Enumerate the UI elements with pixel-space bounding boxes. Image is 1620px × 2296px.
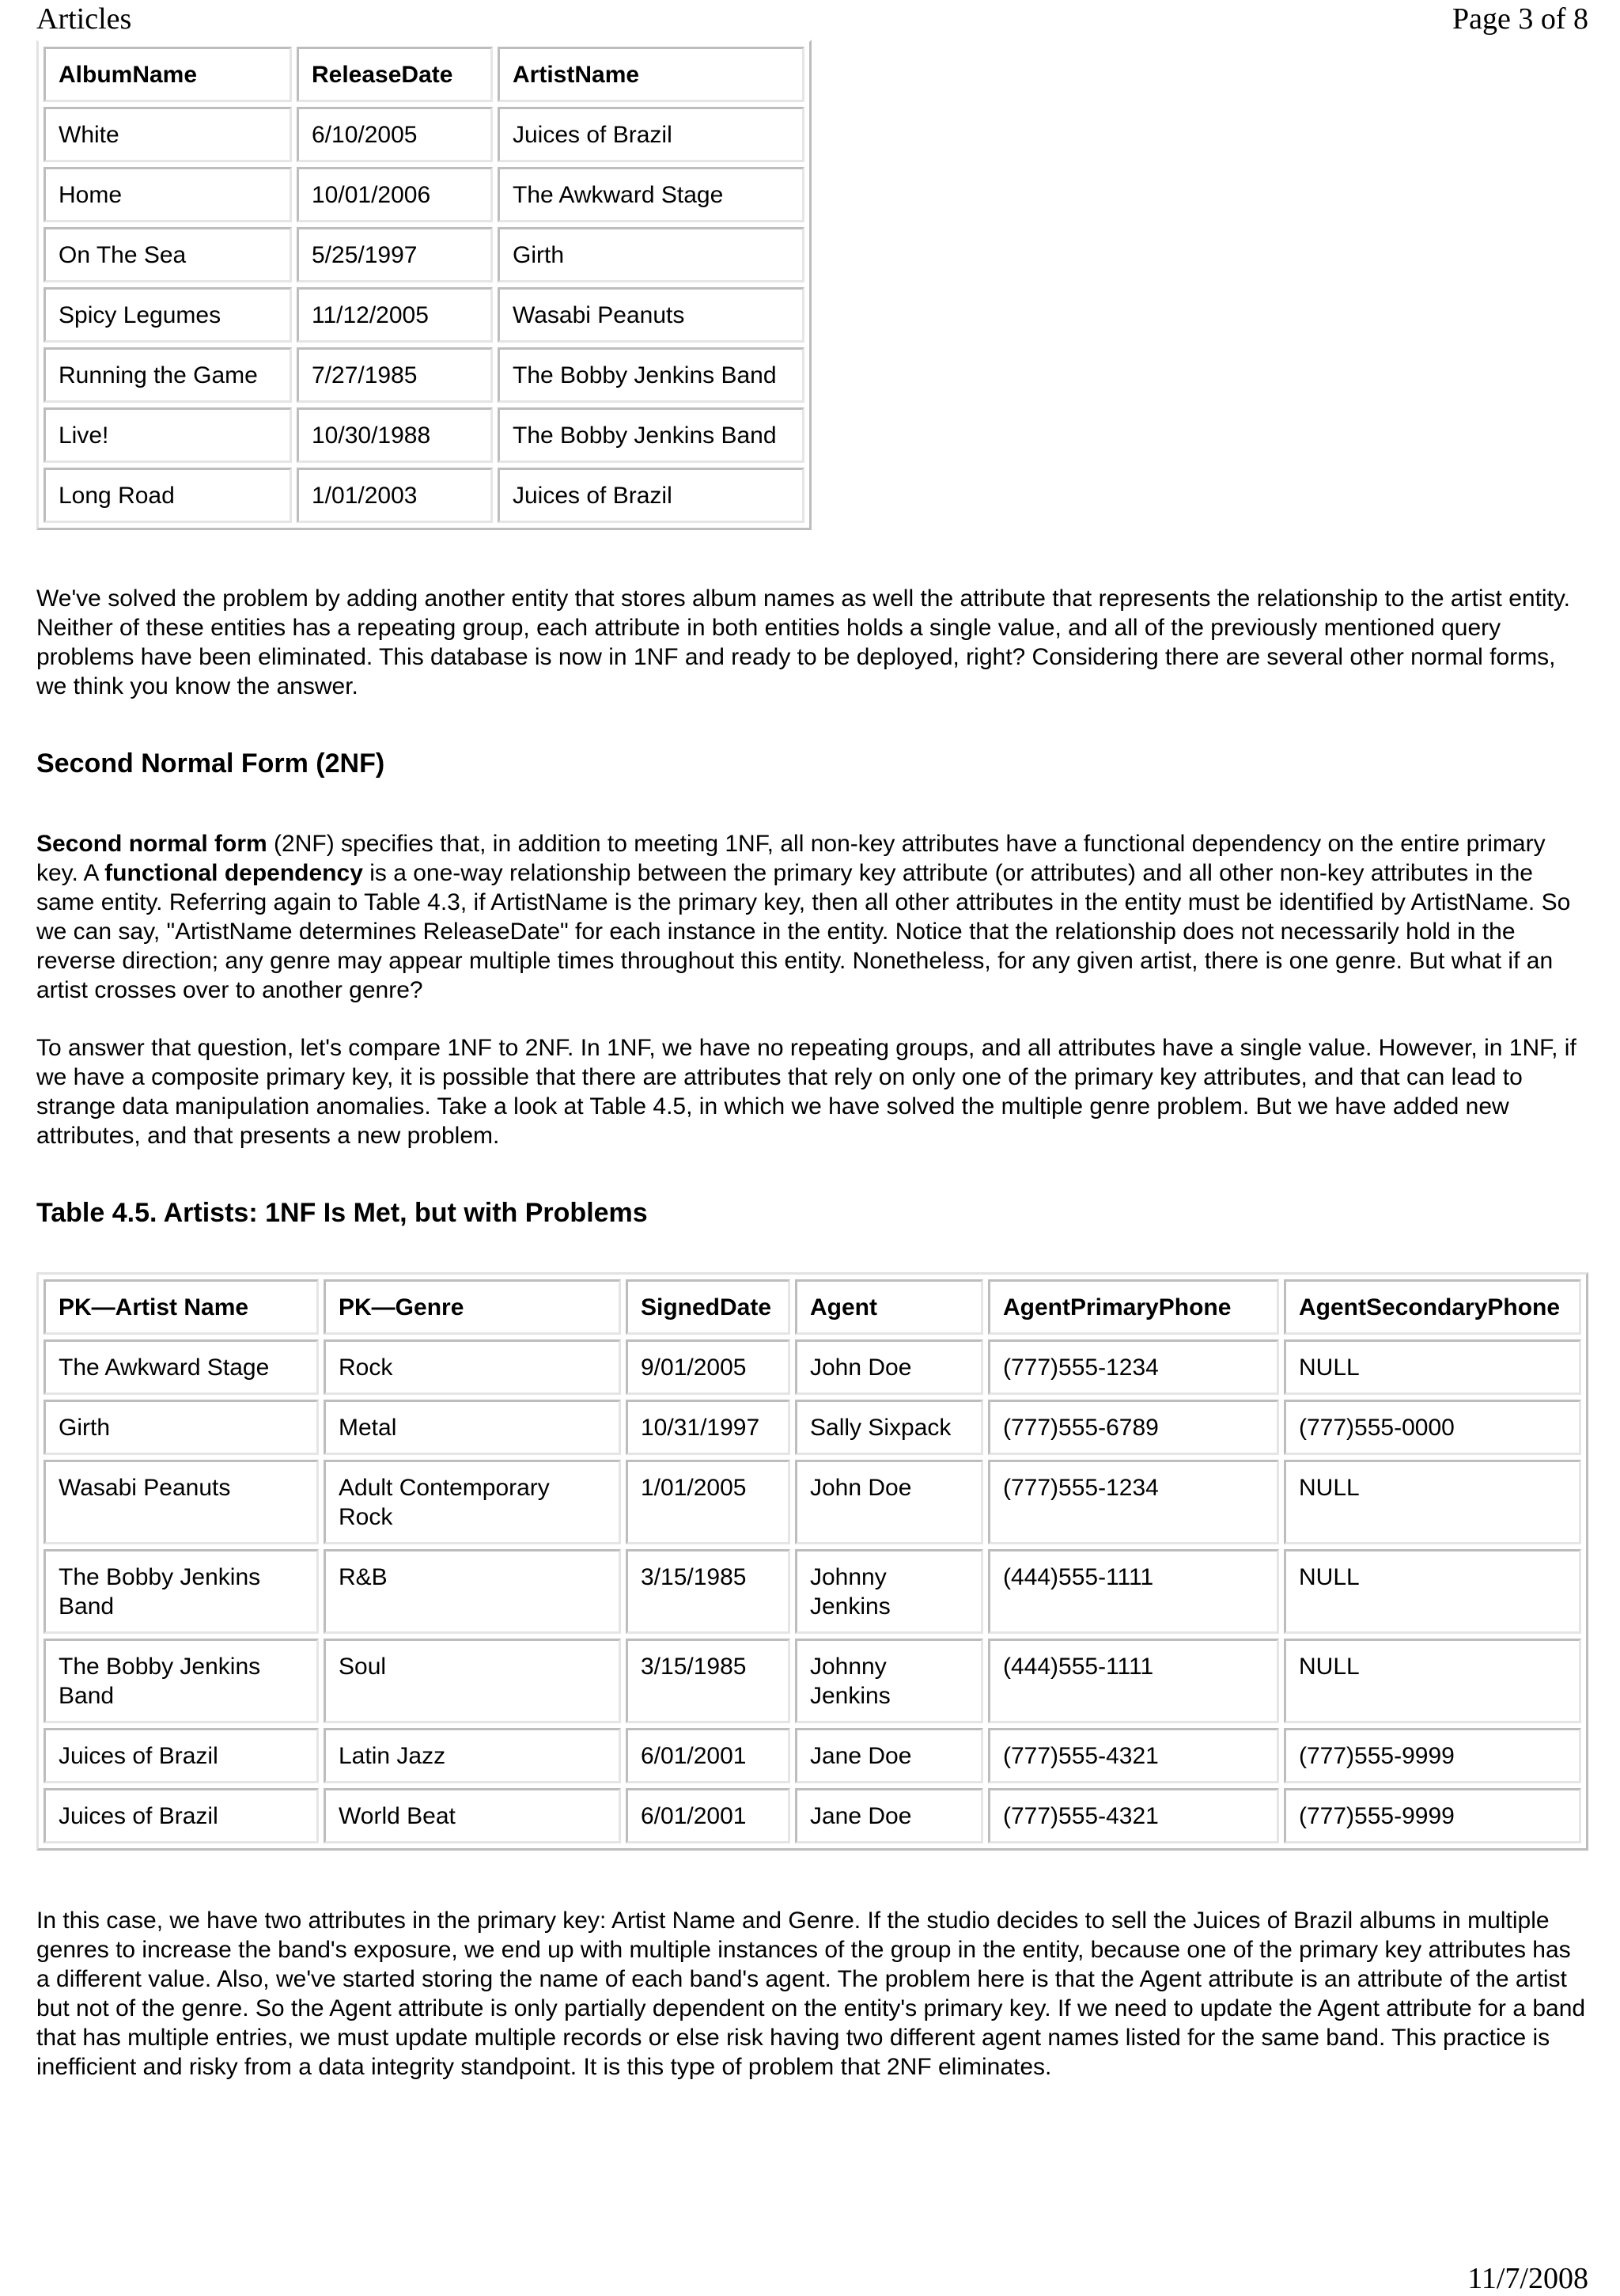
table-cell: The Bobby Jenkins Band	[44, 1549, 319, 1634]
column-header: AgentSecondaryPhone	[1284, 1279, 1581, 1335]
term-second-normal-form: Second normal form	[36, 831, 267, 857]
table-cell: John Doe	[795, 1339, 983, 1395]
table-row	[44, 167, 804, 222]
table-row	[44, 287, 804, 343]
table-row	[44, 107, 804, 162]
table-caption: Table 4.5. Artists: 1NF Is Met, but with Problems	[36, 1198, 648, 1228]
table-cell: 10/01/2006	[297, 167, 493, 222]
paragraph-1nf-summary: We've solved the problem by adding another entity that stores album names as well the attribute that represents the relationship to the artist entity. Neither of these entities has a repeating group, each attribute in both entities holds a single value, and all of the previously mentioned query problems have been eliminated. This database is now in 1NF and ready to be deployed, right? Considering there are several other normal forms, we think you know the answer.	[36, 585, 1571, 699]
table-cell: White	[44, 107, 292, 162]
table-cell: John Doe	[795, 1460, 983, 1544]
table-cell: 7/27/1985	[297, 347, 493, 403]
table-cell: Wasabi Peanuts	[498, 287, 804, 343]
table-cell: 11/12/2005	[297, 287, 493, 343]
table-row	[44, 1728, 1581, 1783]
term-functional-dependency: functional dependency	[104, 860, 363, 886]
table-cell: Live!	[44, 407, 292, 463]
table-cell: The Bobby Jenkins Band	[44, 1639, 319, 1723]
table-cell: Long Road	[44, 468, 292, 523]
table-row	[44, 1549, 1581, 1634]
table-cell: (777)555-4321	[988, 1788, 1279, 1843]
table-cell: NULL	[1284, 1460, 1581, 1544]
table-cell: 1/01/2003	[297, 468, 493, 523]
table-cell: (777)555-1234	[988, 1339, 1279, 1395]
table-cell: The Awkward Stage	[498, 167, 804, 222]
table-row	[44, 407, 804, 463]
column-header: SignedDate	[626, 1279, 790, 1335]
table-cell: Soul	[324, 1639, 621, 1723]
article-body	[36, 49, 1588, 2082]
table-cell: On The Sea	[44, 227, 292, 282]
paragraph-text: is a one-way relationship between the primary key attribute (or attributes) and all other non-key attributes in the same entity. Referring again to Table 4.3, if ArtistName is the primary key, then all other attributes in the entity must be identified by ArtistName. So we can say, "ArtistName determines ReleaseDate" for each instance in the entity. Notice that the relationship does not necessarily hold in the reverse direction; any genre may appear multiple times throughout this entity. Nonetheless, for any given artist, there is one genre. But what if an artist crosses over to another genre?	[36, 860, 1571, 1003]
table-cell: (777)555-6789	[988, 1400, 1279, 1455]
table-cell: Wasabi Peanuts	[44, 1460, 319, 1544]
column-header: PK—Artist Name	[44, 1279, 319, 1335]
table-cell: (777)555-0000	[1284, 1400, 1581, 1455]
table-cell: 6/01/2001	[626, 1728, 790, 1783]
table-cell: Running the Game	[44, 347, 292, 403]
table-row	[44, 1639, 1581, 1723]
table-cell: 6/01/2001	[626, 1788, 790, 1843]
table-row	[44, 227, 804, 282]
table-cell: Latin Jazz	[324, 1728, 621, 1783]
page-header-title: Articles	[36, 2, 132, 36]
table-cell: (444)555-1111	[988, 1639, 1279, 1723]
table-cell: NULL	[1284, 1639, 1581, 1723]
table-cell: The Awkward Stage	[44, 1339, 319, 1395]
table-cell: 10/30/1988	[297, 407, 493, 463]
table-cell: (777)555-9999	[1284, 1788, 1581, 1843]
table-cell: Rock	[324, 1339, 621, 1395]
footer-date: 11/7/2008	[1467, 2262, 1588, 2295]
table-cell: Sally Sixpack	[795, 1400, 983, 1455]
column-header: ReleaseDate	[297, 47, 493, 102]
table-cell: Home	[44, 167, 292, 222]
table-row	[44, 1788, 1581, 1843]
table-cell: Spicy Legumes	[44, 287, 292, 343]
table-cell: Johnny Jenkins	[795, 1549, 983, 1634]
column-header: AgentPrimaryPhone	[988, 1279, 1279, 1335]
table-cell: NULL	[1284, 1549, 1581, 1634]
table-row	[44, 1400, 1581, 1455]
table-row	[44, 1460, 1581, 1544]
column-header: Agent	[795, 1279, 983, 1335]
table-cell: Metal	[324, 1400, 621, 1455]
table-cell: R&B	[324, 1549, 621, 1634]
table-cell: Juices of Brazil	[498, 107, 804, 162]
table-cell: 10/31/1997	[626, 1400, 790, 1455]
page-number: Page 3 of 8	[1452, 2, 1588, 36]
table-cell: 1/01/2005	[626, 1460, 790, 1544]
table-header-row	[44, 1279, 1581, 1335]
table-cell: Juices of Brazil	[44, 1728, 319, 1783]
table-cell: 9/01/2005	[626, 1339, 790, 1395]
table-cell: Girth	[498, 227, 804, 282]
table-row	[44, 347, 804, 403]
albums-table	[36, 40, 812, 530]
table-cell: 5/25/1997	[297, 227, 493, 282]
table-cell: Jane Doe	[795, 1728, 983, 1783]
table-cell: (444)555-1111	[988, 1549, 1279, 1634]
table-cell: Johnny Jenkins	[795, 1639, 983, 1723]
table-cell: Girth	[44, 1400, 319, 1455]
table-cell: (777)555-4321	[988, 1728, 1279, 1783]
table-cell: NULL	[1284, 1339, 1581, 1395]
table-cell: 3/15/1985	[626, 1549, 790, 1634]
artists-table	[36, 1272, 1588, 1851]
column-header: AlbumName	[44, 47, 292, 102]
table-cell: Adult Contemporary Rock	[324, 1460, 621, 1544]
table-cell: (777)555-9999	[1284, 1728, 1581, 1783]
table-cell: Juices of Brazil	[44, 1788, 319, 1843]
table-cell: Jane Doe	[795, 1788, 983, 1843]
table-cell: (777)555-1234	[988, 1460, 1279, 1544]
table-cell: World Beat	[324, 1788, 621, 1843]
column-header: ArtistName	[498, 47, 804, 102]
paragraph-2nf-definition	[36, 829, 1588, 1005]
paragraph-text: (2NF) specifies that, in addition to meeting 1NF, all non-key attributes have a functional dependency on the entire primary key. A	[36, 831, 1546, 886]
column-header: PK—Genre	[324, 1279, 621, 1335]
table-cell: 3/15/1985	[626, 1639, 790, 1723]
table-cell: 6/10/2005	[297, 107, 493, 162]
table-row	[44, 468, 804, 523]
table-cell: The Bobby Jenkins Band	[498, 407, 804, 463]
paragraph-1nf-vs-2nf: To answer that question, let's compare 1NF to 2NF. In 1NF, we have no repeating groups, and all attributes have a single value. However, in 1NF, if we have a composite primary key, it is possible that there are attributes that rely on only one of the primary key attributes, and that can lead to strange data manipulation anomalies. Take a look at Table 4.5, in which we have solved the multiple genre problem. But we have added new attributes, and that presents a new problem.	[36, 1035, 1576, 1149]
paragraph-partial-dependency: In this case, we have two attributes in the primary key: Artist Name and Genre. If the studio decides to sell the Juices of Brazil albums in multiple genres to increase the band's exposure, we end up with multiple instances of the group in the entity, because one of the primary key attributes has a different value. Also, we've started storing the name of each band's agent. The problem here is that the Agent attribute is an attribute of the artist but not of the genre. So the Agent attribute is only partially dependent on the entity's primary key. If we need to update the Agent attribute for a band that has multiple entries, we must update multiple records or else risk having two different agent names listed for the same band. This practice is inefficient and risky from a data integrity standpoint. It is this type of problem that 2NF eliminates.	[36, 1908, 1586, 2080]
section-heading: Second Normal Form (2NF)	[36, 748, 385, 779]
table-header-row	[44, 47, 804, 102]
table-row	[44, 1339, 1581, 1395]
table-cell: Juices of Brazil	[498, 468, 804, 523]
table-cell: The Bobby Jenkins Band	[498, 347, 804, 403]
